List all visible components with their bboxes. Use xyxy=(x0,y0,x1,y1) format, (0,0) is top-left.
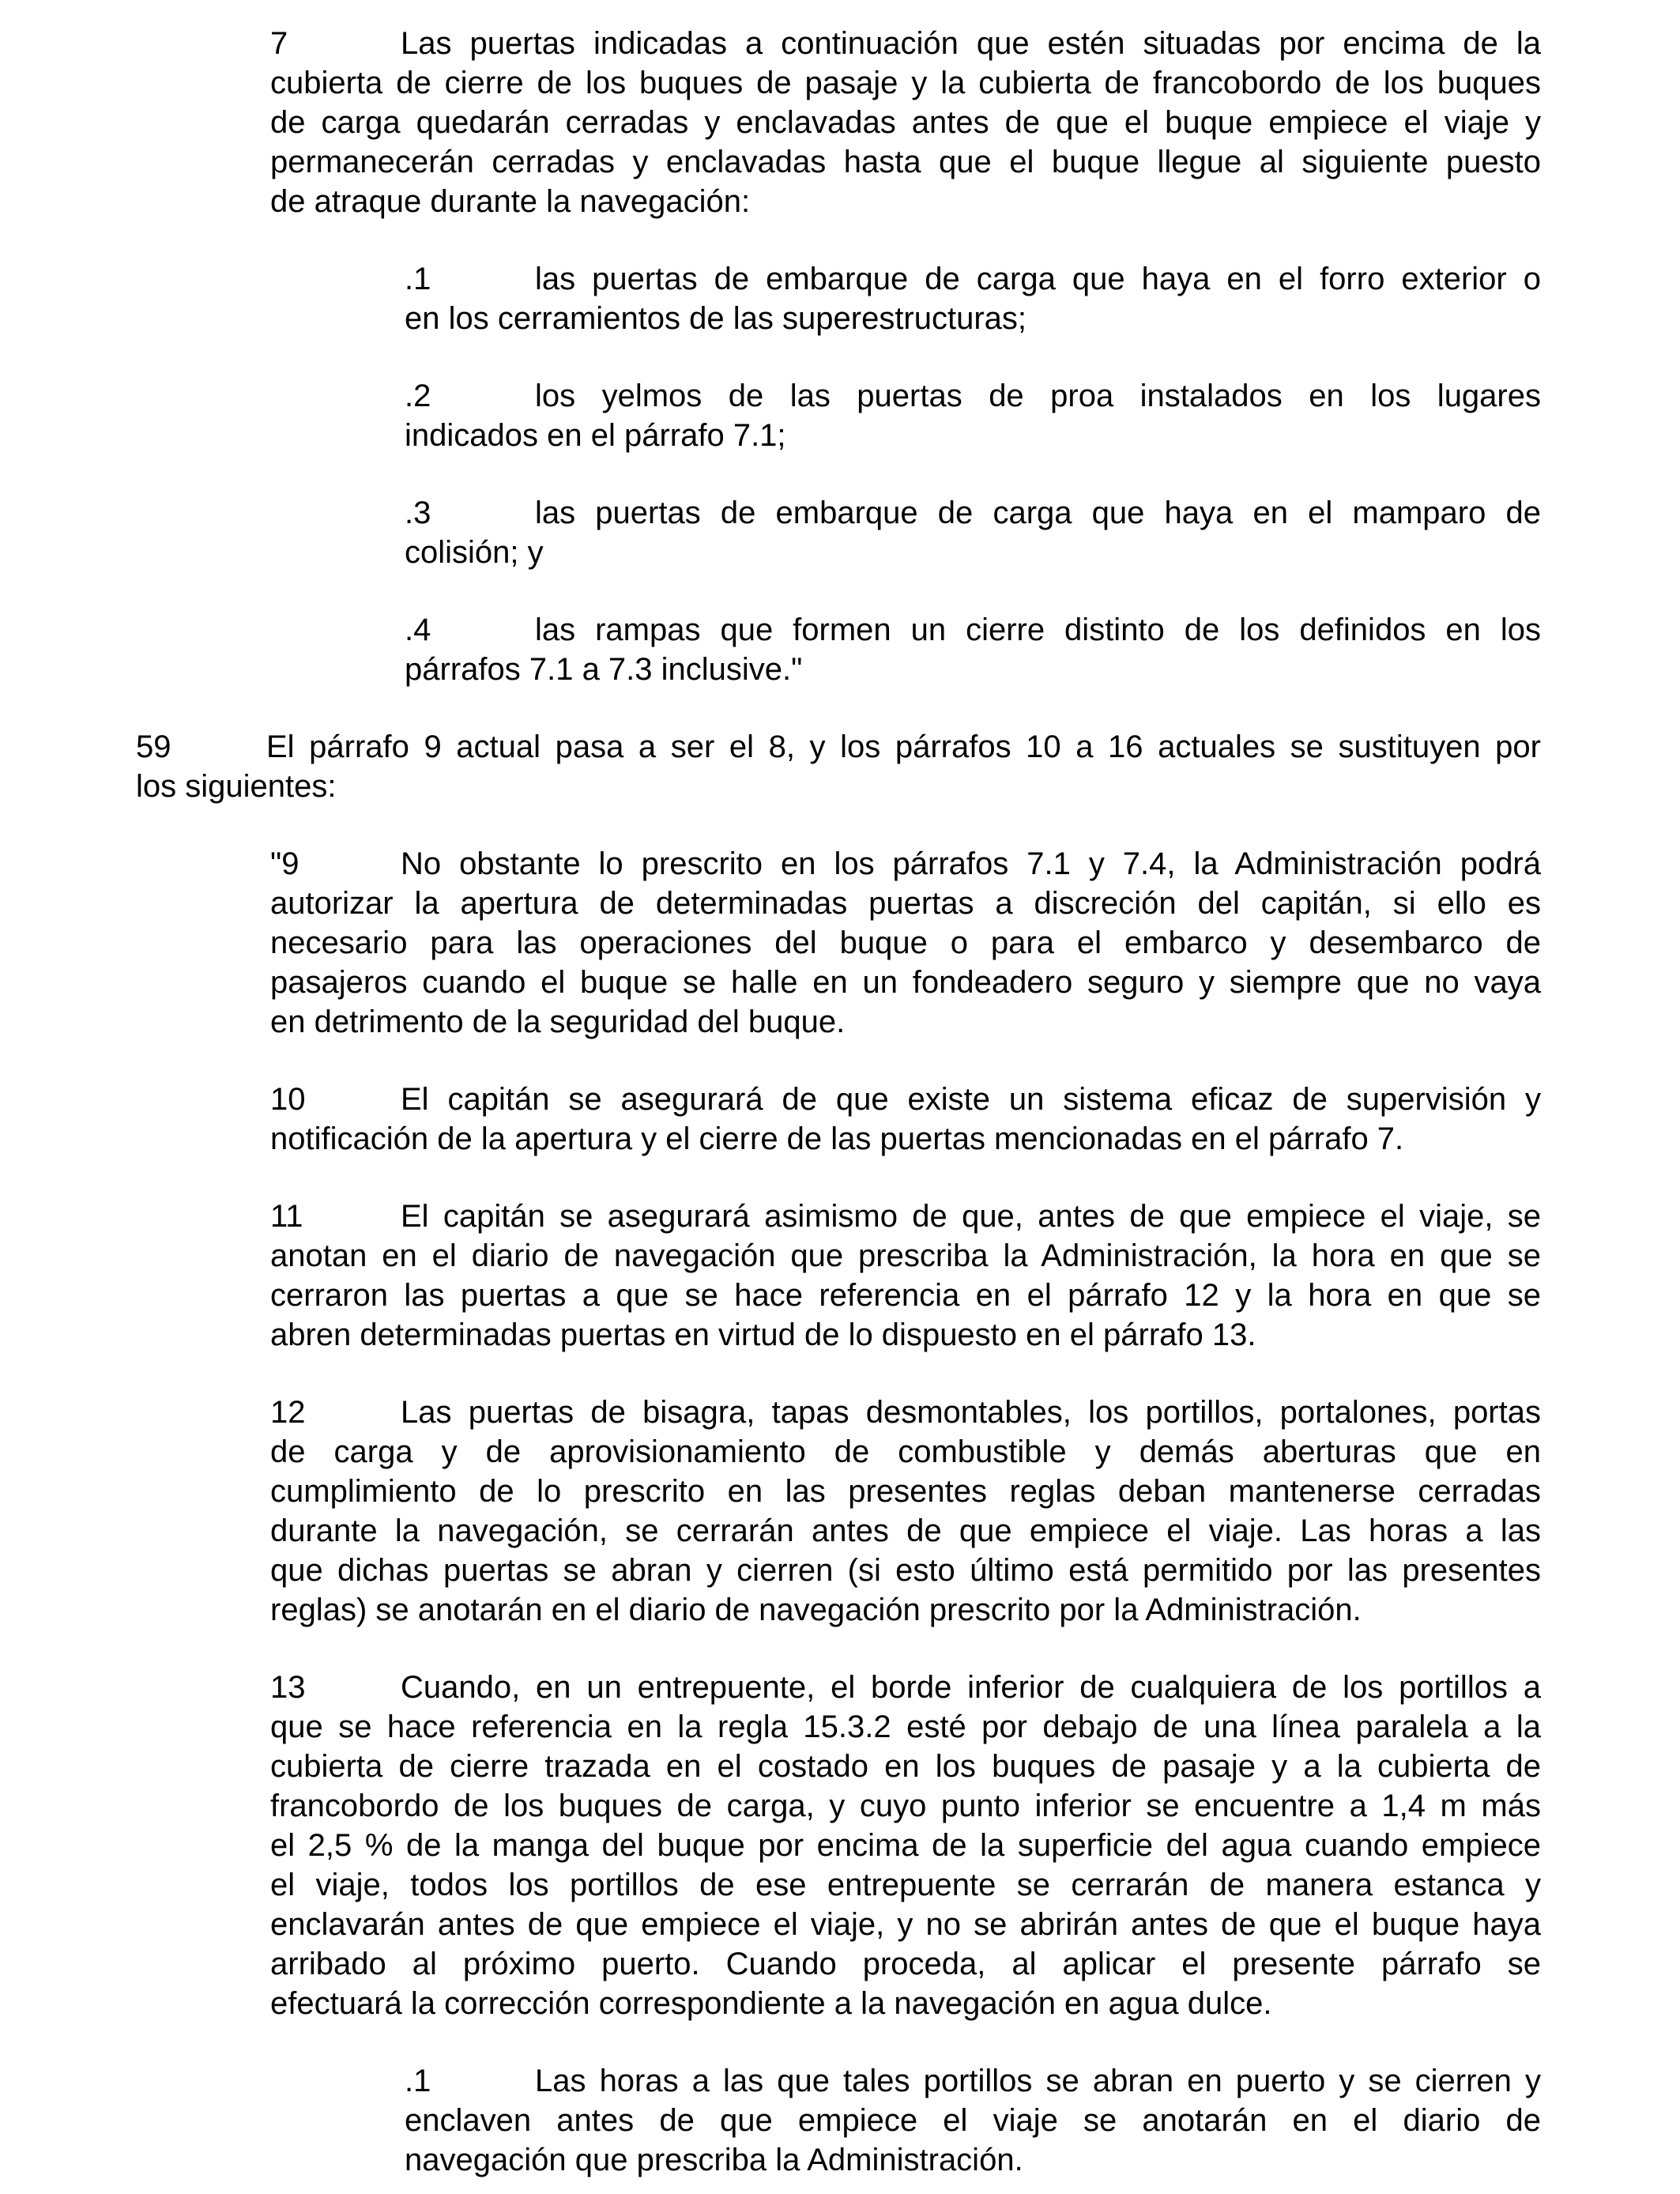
text-line xyxy=(270,1668,1541,1707)
text-line: enclavarán antes de que empiece el viaje, y no se abrirán antes de que el buque haya xyxy=(270,1907,1541,1942)
paragraph-number: 12 xyxy=(270,1395,306,1430)
paragraph-text: El capitán se asegurará de que existe un sistema eficaz de supervisión y xyxy=(401,1082,1541,1117)
text-line: cubierta de cierre trazada en el costado en los buques de pasaje y a la cubierta de xyxy=(270,1749,1541,1784)
item-text: Las horas a las que tales portillos se abran en puerto y se cierren y xyxy=(535,2064,1541,2098)
text-line: abren determinadas puertas en virtud de lo dispuesto en el párrafo 13. xyxy=(270,1318,1256,1352)
item-13-1 xyxy=(405,2061,1541,2180)
paragraph-text: Las puertas indicadas a continuación que estén situadas por encima de la xyxy=(401,26,1541,61)
text-line xyxy=(405,493,1541,533)
text-line: enclaven antes de que empiece el viaje se anotarán en el diario de xyxy=(405,2103,1541,2138)
item-7-4 xyxy=(405,610,1541,689)
text-line: cubierta de cierre de los buques de pasaje y la cubierta de francobordo de los buques xyxy=(270,66,1541,100)
text-line: necesario para las operaciones del buque o para el embarco y desembarco de xyxy=(270,925,1541,960)
text-line xyxy=(405,259,1541,299)
text-line: en los cerramientos de las superestructuras; xyxy=(405,301,1027,336)
text-line: notificación de la apertura y el cierre de las puertas mencionadas en el párrafo 7. xyxy=(270,1122,1404,1156)
text-line: pasajeros cuando el buque se halle en un fondeadero seguro y siempre que no vaya xyxy=(270,965,1541,1000)
text-line xyxy=(270,1393,1541,1432)
item-number: .3 xyxy=(405,496,431,530)
text-line: reglas) se anotarán en el diario de navegación prescrito por la Administración. xyxy=(270,1593,1362,1627)
item-text: las puertas de embarque de carga que haya en el forro exterior o xyxy=(535,262,1541,296)
text-line xyxy=(270,24,1541,63)
text-line: autorizar la apertura de determinadas puertas a discreción del capitán, si ello es xyxy=(270,886,1541,921)
item-number: .1 xyxy=(405,262,431,296)
item-number: .2 xyxy=(405,379,431,413)
paragraph-number: 59 xyxy=(136,729,171,764)
text-line: cumplimiento de lo prescrito en las presentes reglas deban mantenerse cerradas xyxy=(270,1474,1541,1509)
text-line: efectuará la corrección correspondiente a la navegación en agua dulce. xyxy=(270,1986,1272,2021)
text-line xyxy=(270,1197,1541,1236)
text-line: de carga quedarán cerradas y enclavadas antes de que el buque empiece el viaje y xyxy=(270,105,1541,140)
text-line: francobordo de los buques de carga, y cuyo punto inferior se encuentre a 1,4 m más xyxy=(270,1789,1541,1823)
item-number: .4 xyxy=(405,613,431,647)
paragraph-text: Cuando, en un entrepuente, el borde inferior de cualquiera de los portillos a xyxy=(401,1670,1541,1705)
text-line xyxy=(270,844,1541,884)
text-line: el 2,5 % de la manga del buque por encima de la superficie del agua cuando empiece xyxy=(270,1828,1541,1863)
text-line: cerraron las puertas a que se hace referencia en el párrafo 12 y la hora en que se xyxy=(270,1278,1541,1313)
text-line: párrafos 7.1 a 7.3 inclusive." xyxy=(405,652,803,687)
paragraph-9 xyxy=(270,844,1541,1042)
text-line: los siguientes: xyxy=(136,769,337,804)
text-line: que dichas puertas se abran y cierren (si esto último está permitido por las presentes xyxy=(270,1553,1541,1588)
paragraph-text: El párrafo 9 actual pasa a ser el 8, y los párrafos 10 a 16 actuales se sustituyen por xyxy=(266,729,1541,764)
item-7-1 xyxy=(405,259,1541,338)
paragraph-7 xyxy=(270,24,1541,221)
paragraph-59 xyxy=(136,727,1541,806)
text-line: colisión; y xyxy=(405,535,544,570)
text-line xyxy=(405,610,1541,650)
paragraph-12 xyxy=(270,1393,1541,1630)
item-text: las rampas que formen un cierre distinto de los definidos en los xyxy=(535,613,1541,647)
text-line: arribado al próximo puerto. Cuando proceda, al aplicar el presente párrafo se xyxy=(270,1947,1541,1981)
text-line: durante la navegación, se cerrarán antes de que empiece el viaje. Las horas a las xyxy=(270,1514,1541,1548)
paragraph-number: 13 xyxy=(270,1670,306,1705)
paragraph-number: 7 xyxy=(270,26,288,61)
paragraph-number: 10 xyxy=(270,1082,306,1117)
item-7-3 xyxy=(405,493,1541,572)
item-text: los yelmos de las puertas de proa instalados en los lugares xyxy=(535,379,1541,413)
text-line: indicados en el párrafo 7.1; xyxy=(405,418,786,453)
paragraph-text: No obstante lo prescrito en los párrafos 7.1 y 7.4, la Administración podrá xyxy=(401,846,1541,881)
text-line: navegación que prescriba la Administración. xyxy=(405,2143,1023,2177)
text-line: permanecerán cerradas y enclavadas hasta que el buque llegue al siguiente puesto xyxy=(270,145,1541,179)
paragraph-13 xyxy=(270,1668,1541,2023)
text-line: anotan en el diario de navegación que prescriba la Administración, la hora en que se xyxy=(270,1238,1541,1273)
paragraph-number: 11 xyxy=(270,1199,303,1234)
item-text: las puertas de embarque de carga que haya en el mamparo de xyxy=(535,496,1541,530)
text-line: de carga y de aprovisionamiento de combustible y demás aberturas que en xyxy=(270,1434,1541,1469)
paragraph-10 xyxy=(270,1080,1541,1159)
paragraph-text: El capitán se asegurará asimismo de que, antes de que empiece el viaje, se xyxy=(401,1199,1541,1234)
item-7-2 xyxy=(405,376,1541,455)
text-line: que se hace referencia en la regla 15.3.2 esté por debajo de una línea paralela a la xyxy=(270,1710,1541,1744)
paragraph-11 xyxy=(270,1197,1541,1355)
text-line xyxy=(405,2061,1541,2101)
text-line: el viaje, todos los portillos de ese entrepuente se cerrarán de manera estanca y xyxy=(270,1868,1541,1902)
text-line xyxy=(136,727,1541,767)
paragraph-text: Las puertas de bisagra, tapas desmontables, los portillos, portalones, portas xyxy=(401,1395,1541,1430)
text-line xyxy=(405,376,1541,416)
text-line xyxy=(270,1080,1541,1119)
text-line: en detrimento de la seguridad del buque. xyxy=(270,1005,846,1039)
paragraph-number: "9 xyxy=(270,846,299,881)
item-number: .1 xyxy=(405,2064,431,2098)
text-line: de atraque durante la navegación: xyxy=(270,184,751,219)
